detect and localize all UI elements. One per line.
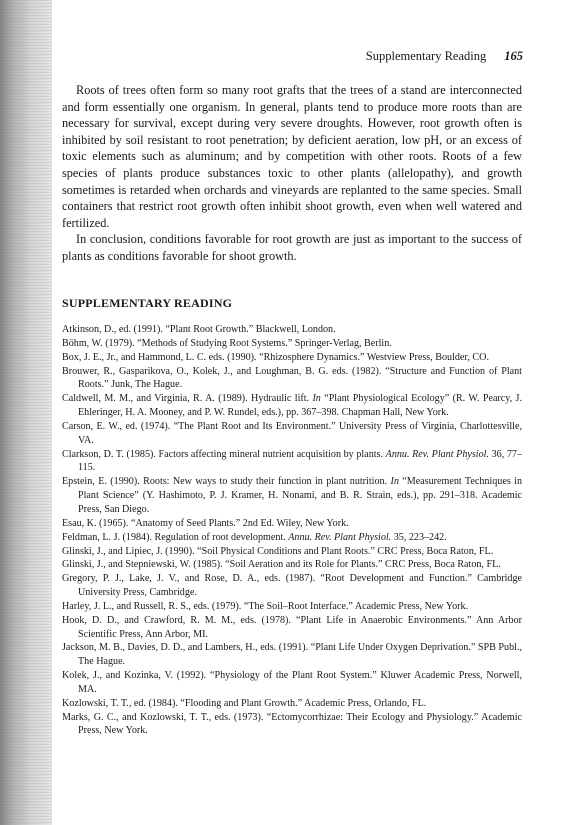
reference-text: 35, 223–242.: [391, 531, 447, 543]
reference-entry: Glinski, J., and Stepniewski, W. (1985). “Soil Aeration and its Role for Plants.” CRC Press, Boca Raton, FL.: [62, 559, 501, 571]
reference-entry: Box, J. E., Jr., and Hammond, L. C. eds. (1990). “Rhizosphere Dynamics.” Westview Press, Boulder, CO.: [62, 351, 489, 363]
reference-entry: Brouwer, R., Gasparikova, O., Kolek, J., and Loughman, B. G. eds. (1982). “Structure and Function of Plant Roots.” Junk, The Hague.: [62, 365, 522, 391]
reference-entry: Hook, D. D., and Crawford, R. M. M., eds. (1978). “Plant Life in Anaerobic Environments.” Ann Arbor Scientific Press, Ann Arbor, MI.: [62, 614, 522, 640]
reference-text: 36, 77–115.: [78, 448, 523, 474]
reference-italic: In: [390, 476, 399, 488]
paragraph: Roots of trees often form so many root grafts that the trees of a stand are interconnected and form essentially one organism. In general, plants tend to produce more roots than are necessary for survival, except during very severe droughts. However, root growth often is inhibited by soil resistant to root penetration; by deficient aeration, low pH, or an excess of toxic elements such as aluminum; and by competition with other roots. Roots of a few species of plants produce substances toxic to other plants (allelopathy), and growth sometimes is retarded when orchards and vineyards are replanted to the same species. Small containers that restrict root growth often inhibit shoot growth, even when well watered and fertilized.: [62, 83, 522, 230]
reference-entry: Böhm, W. (1979). “Methods of Studying Root Systems.” Springer-Verlag, Berlin.: [62, 337, 392, 349]
reference-entry: Esau, K. (1965). “Anatomy of Seed Plants.” 2nd Ed. Wiley, New York.: [62, 517, 349, 529]
reference-entry: Carson, E. W., ed. (1974). “The Plant Root and Its Environment.” University Press of Virginia, Charlottesville, VA.: [62, 420, 522, 446]
reference-entry: [62, 392, 522, 420]
reference-italic: Annu. Rev. Plant Physiol.: [288, 531, 392, 543]
reference-text: Caldwell, M. M., and Virginia, R. A. (1989). Hydraulic lift.: [62, 393, 313, 405]
page-number: 165: [504, 49, 523, 63]
reference-entry: Kolek, J., and Kozinka, V. (1992). “Physiology of the Plant Root System.” Kluwer Academic Press, Norwell, MA.: [62, 670, 522, 695]
reference-italic: Annu. Rev. Plant Physiol.: [385, 448, 489, 460]
reference-entry: Harley, J. L., and Russell, R. S., eds. (1979). “The Soil–Root Interface.” Academic Press, New York.: [62, 600, 469, 612]
body-text: [62, 82, 522, 265]
scan-binding-edge: [0, 0, 52, 825]
running-title: Supplementary Reading: [365, 49, 487, 63]
reference-entry: Glinski, J., and Lipiec, J. (1990). “Soil Physical Conditions and Plant Roots.” CRC Press, Boca Raton, FL.: [62, 545, 494, 557]
section-heading: SUPPLEMENTARY READING: [62, 296, 233, 310]
reference-entry: Gregory, P. J., Lake, J. V., and Rose, D. A., eds. (1987). “Root Development and Function.” Cambridge University Press, Cambridge.: [62, 573, 522, 599]
reference-entry: Jackson, M. B., Davies, D. D., and Lambers, H., eds. (1991). “Plant Life Under Oxygen Deprivation.” SPB Publ., The Hague.: [62, 642, 522, 668]
reference-text: Epstein, E. (1990). Roots: New ways to study their function in plant nutrition.: [62, 476, 391, 488]
paragraph: In conclusion, conditions favorable for root growth are just as important to the success of plants as conditions favorable for shoot growth.: [62, 232, 522, 263]
reference-entry: Marks, G. C., and Kozlowski, T. T., eds. (1973). “Ectomycorrhizae: Their Ecology and Physiology.” Academic Press, New York.: [62, 711, 522, 737]
reference-text: “Plant Physiological Ecology” (R. W. Pearcy, J. Ehleringer, H. A. Mooney, and P. W. Rundel, eds.), pp. 367–398. Chapman Hall, New York.: [78, 393, 522, 419]
reference-text: Feldman, L. J. (1984). Regulation of root development.: [62, 531, 289, 543]
reference-text: “Measurement Techniques in Plant Science” (Y. Hashimoto, P. J. Kramer, H. Nonami, and B. R. Strain, eds.), pp. 291–318. Academic Press, San Diego.: [78, 476, 522, 515]
reference-entry: Kozlowski, T. T., ed. (1984). “Flooding and Plant Growth.” Academic Press, Orlando, FL.: [62, 697, 427, 709]
reference-entry: [62, 475, 522, 517]
reference-list: [62, 323, 522, 738]
reference-italic: In: [312, 393, 321, 405]
reference-text: Clarkson, D. T. (1985). Factors affecting mineral nutrient acquisition by plants.: [62, 448, 386, 460]
reference-entry: [62, 531, 522, 545]
reference-entry: [62, 448, 522, 476]
running-header: [366, 49, 523, 64]
reference-entry: Atkinson, D., ed. (1991). “Plant Root Growth.” Blackwell, London.: [62, 324, 336, 335]
